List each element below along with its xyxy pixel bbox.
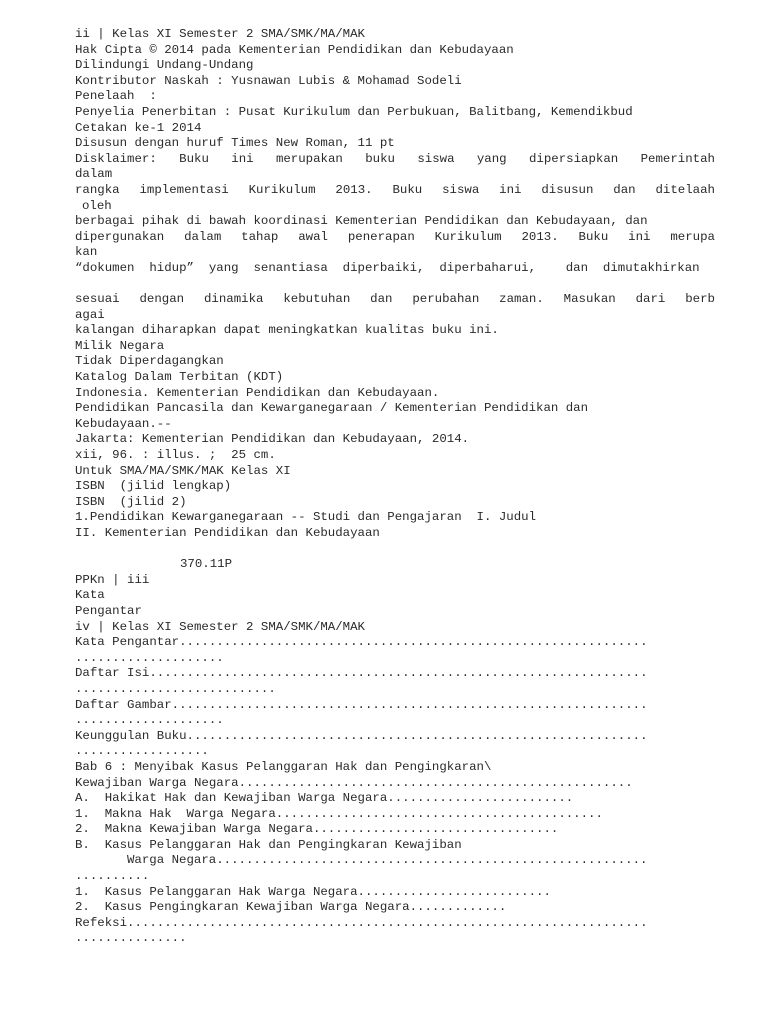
disclaimer-line-8: “dokumen hidup” yang senantiasa diperbaiki, diperbaharui, dan dimutakhirkan [75, 260, 700, 275]
catalog-line-9: Untuk SMA/MA/SMK/MAK Kelas XI [75, 463, 291, 478]
toc-entry: Daftar Gambar................................................................ [75, 697, 648, 712]
toc-entry: Kata Pengantar............................................................... [75, 635, 648, 650]
catalog-line-7: Jakarta: Kementerian Pendidikan dan Kebudayaan, 2014. [75, 432, 470, 447]
toc-entry: Kewajiban Warga Negara..................................................... [75, 775, 633, 790]
word: Buku [392, 182, 423, 197]
word: ditelaah [655, 182, 715, 197]
disclaimer-line-9 [75, 292, 715, 308]
toc-entry: ............... [75, 931, 187, 946]
toc-entry: 2. Kasus Pengingkaran Kewajiban Warga Negara............. [75, 900, 507, 915]
word: sesuai [75, 292, 120, 307]
catalog-line-1: Milik Negara [75, 338, 165, 353]
running-head-2: iv | Kelas XI Semester 2 SMA/SMK/MA/MAK [75, 619, 365, 634]
word: ini [499, 182, 522, 197]
word: dalam [184, 229, 222, 244]
word: Pemerintah [640, 151, 715, 166]
word: Kurikulum [248, 182, 316, 197]
word: merupa [670, 229, 715, 244]
running-head: ii | Kelas XI Semester 2 SMA/SMK/MA/MAK [75, 27, 365, 41]
word: buku [365, 151, 395, 166]
toc-entry: 1. Kasus Pelanggaran Hak Warga Negara.......................... [75, 884, 551, 899]
word: 2013. [521, 229, 559, 244]
publisher-line: Penyelia Penerbitan : Pusat Kurikulum dan Perbukuan, Balitbang, Kemendikbud [75, 104, 633, 119]
word: zaman. [499, 292, 544, 307]
word: Disklaimer: [75, 151, 157, 166]
toc-chapter: Bab 6 : Menyibak Kasus Pelanggaran Hak dan Pengingkaran\ [75, 759, 492, 774]
word: ini [231, 151, 254, 166]
copyright-line: Hak Cipta © 2014 pada Kementerian Pendidikan dan Kebudayaan [75, 42, 514, 57]
running-foot: PPKn | iii [75, 572, 150, 587]
catalog-line-4: Indonesia. Kementerian Pendidikan dan Kebudayaan. [75, 385, 440, 400]
word: Buku [179, 151, 209, 166]
toc-entry: .......... [75, 869, 150, 884]
disclaimer-line-5: berbagai pihak di bawah koordinasi Kementerian Pendidikan dan Kebudayaan, dan [75, 214, 648, 229]
toc-entry: Daftar Isi................................................................... [75, 666, 648, 681]
disclaimer-line-1 [75, 152, 715, 168]
catalog-line-11: ISBN (jilid 2) [75, 494, 187, 509]
word: penerapan [347, 229, 415, 244]
edition-line: Cetakan ke-1 2014 [75, 120, 202, 135]
word: dipersiapkan [528, 151, 619, 166]
disclaimer-line-7: kan [75, 245, 98, 260]
word: ini [628, 229, 651, 244]
word: dipergunakan [75, 229, 165, 244]
disclaimer-line-3 [75, 183, 715, 199]
word: dari [635, 292, 666, 307]
foreword-title-2: Pengantar [75, 603, 142, 618]
disclaimer-line-2: dalam [75, 167, 113, 182]
word: awal [298, 229, 328, 244]
disclaimer-line-4: oleh [82, 198, 112, 213]
word: dinamika [204, 292, 264, 307]
word: Buku [578, 229, 609, 244]
word: kebutuhan [283, 292, 351, 307]
word: yang [476, 151, 507, 166]
word: siswa [442, 182, 480, 197]
word: 2013. [335, 182, 373, 197]
protected-line: Dilindungi Undang-Undang [75, 58, 254, 73]
disclaimer-line-11: kalangan diharapkan dapat meningkatkan kualitas buku ini. [75, 323, 499, 338]
catalog-line-3: Katalog Dalam Terbitan (KDT) [75, 370, 284, 385]
word: berb [685, 292, 715, 307]
catalog-line-10: ISBN (jilid lengkap) [75, 479, 232, 494]
catalog-line-8: xii, 96. : illus. ; 25 cm. [75, 448, 276, 463]
word: dan [370, 292, 393, 307]
word: tahap [241, 229, 279, 244]
toc-entry: .................... [75, 713, 224, 728]
blank-line [75, 542, 715, 558]
word: dan [613, 182, 636, 197]
toc-entry: Refeksi...................................................................... [75, 915, 648, 930]
reviewer-line: Penelaah : [75, 89, 157, 104]
word: siswa [417, 151, 455, 166]
word: Kurikulum [434, 229, 502, 244]
word: merupakan [275, 151, 343, 166]
catalog-line-6: Kebudayaan.-- [75, 416, 172, 431]
disclaimer-line-10: agai [75, 307, 105, 322]
toc-entry: Keunggulan Buku.............................................................. [75, 728, 648, 743]
toc-entry: .................... [75, 650, 224, 665]
foreword-title-1: Kata [75, 588, 105, 603]
word: rangka [75, 182, 120, 197]
word: dengan [139, 292, 185, 307]
blank-line [75, 277, 715, 293]
typeset-line: Disusun dengan huruf Times New Roman, 11 pt [75, 136, 395, 151]
catalog-line-12: 1.Pendidikan Kewarganegaraan -- Studi dan Pengajaran I. Judul [75, 510, 537, 525]
catalog-line-13: II. Kementerian Pendidikan dan Kebudayaan [75, 526, 380, 540]
text-column [75, 27, 715, 947]
word: implementasi [139, 182, 229, 197]
toc-entry: ........................... [75, 681, 276, 696]
toc-entry: B. Kasus Pelanggaran Hak dan Pengingkaran Kewajiban [75, 837, 462, 852]
catalog-line-2: Tidak Diperdagangkan [75, 354, 224, 369]
word: disusun [541, 182, 594, 197]
word: Masukan [563, 292, 616, 307]
catalog-line-5: Pendidikan Pancasila dan Kewarganegaraan / Kementerian Pendidikan dan [75, 401, 589, 416]
disclaimer-line-6 [75, 230, 715, 246]
call-number: 370.11P [180, 557, 233, 572]
toc-entry: 2. Makna Kewajiban Warga Negara................................. [75, 822, 559, 837]
word: perubahan [412, 292, 480, 307]
contributors-line: Kontributor Naskah : Yusnawan Lubis & Mohamad Sodeli [75, 73, 462, 88]
toc-entry: .................. [75, 744, 209, 759]
toc-entry: A. Hakikat Hak dan Kewajiban Warga Negara......................... [75, 791, 574, 806]
toc-entry: 1. Makna Hak Warga Negara............................................ [75, 806, 603, 821]
toc-entry: Warga Negara.......................................................... [127, 853, 648, 868]
